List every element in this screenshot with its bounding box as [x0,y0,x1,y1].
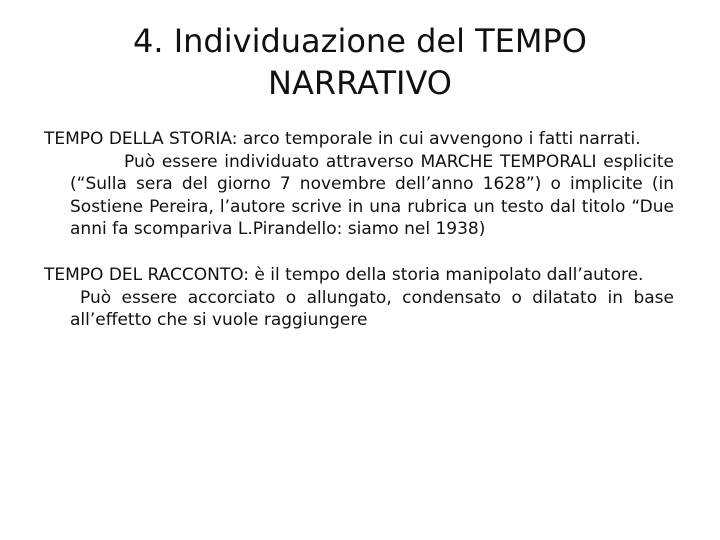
tempo-racconto-detail-text: Può essere accorciato o allungato, condensato o dilatato in base all’effetto che si vuole raggiungere [70,287,674,331]
tempo-storia-detail [44,151,674,241]
slide-title [60,20,660,104]
tempo-racconto-heading: TEMPO DEL RACCONTO: è il tempo della storia manipolato dall’autore. [44,264,644,285]
slide-body [44,128,674,332]
tempo-storia-heading: TEMPO DELLA STORIA: arco temporale in cui avvengono i fatti narrati. [44,129,641,149]
tempo-racconto-detail [44,287,674,332]
title-line-1: 4. Individuazione del TEMPO [133,22,587,60]
tempo-storia-detail-text: Può essere individuato attraverso MARCHE TEMPORALI esplicite (“Sulla sera del giorno 7 novembre dell’anno 1628”) o implicite (in Sostiene Pereira, l’autore scrive in una rubrica un testo dal titolo “Due anni fa scompariva L.Pirandello: siamo nel 1938) [70,151,674,240]
paragraph-gap [44,241,674,264]
title-line-2: NARRATIVO [268,64,452,102]
